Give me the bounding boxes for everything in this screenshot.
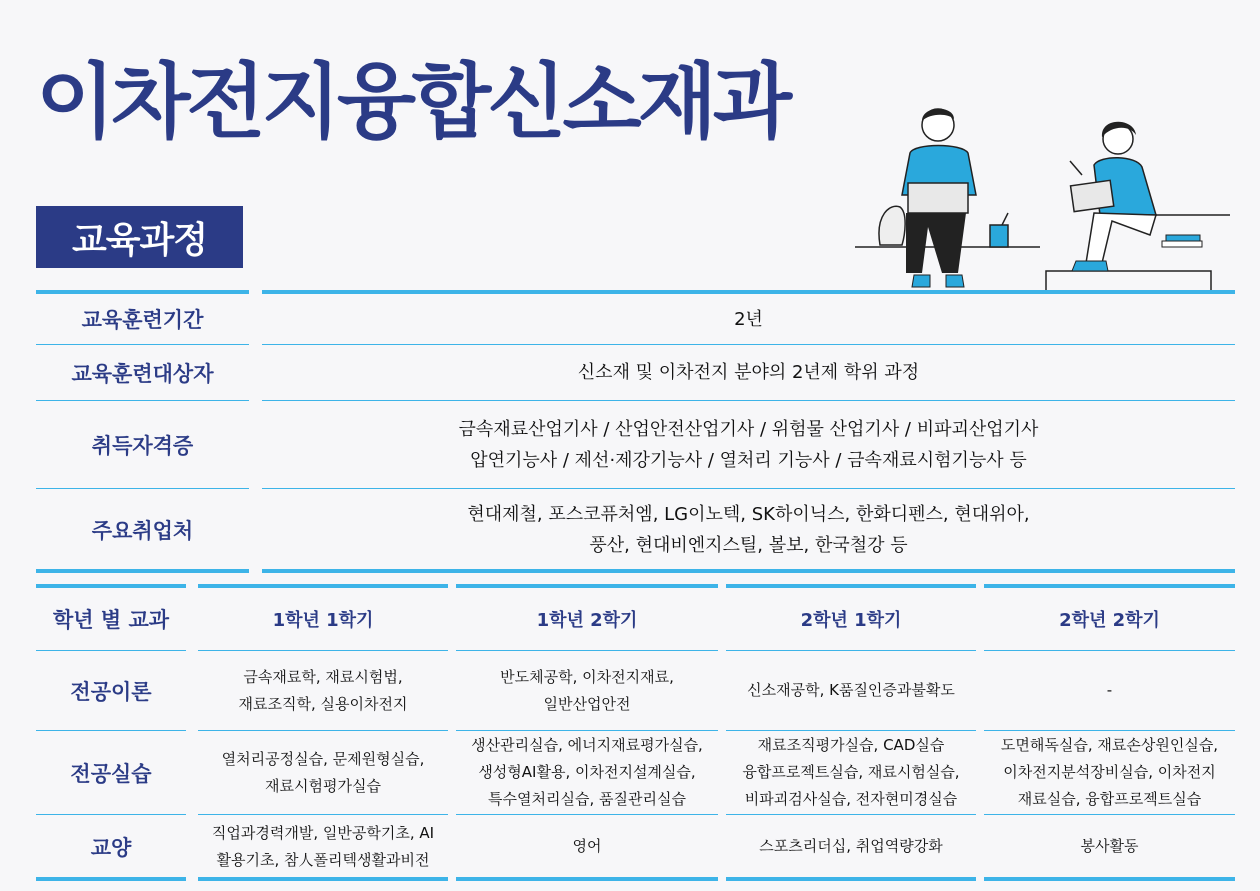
section-badge: 교육과정 [36, 206, 243, 268]
grid-bottom-rule [198, 877, 448, 881]
cell-line: 금속재료학, 재료시험법, [243, 667, 403, 686]
cell-line: 재료조직학, 실용이차전지 [238, 694, 408, 713]
cell-line: 활용기초, 참人폴리텍생활과비전 [216, 850, 430, 869]
label-employers: 주요취업처 [36, 488, 249, 570]
value-line: 현대제철, 포스코퓨처엠, LG이노텍, SK하이닉스, 한화디펜스, 현대위아, [467, 503, 1030, 525]
cell-line: 영어 [572, 837, 602, 855]
cell-line: 스포츠리더십, 취업역량강화 [759, 837, 943, 855]
grid-bottom-rule [36, 877, 186, 881]
curriculum-cell [198, 650, 448, 730]
cell-line: 신소재공학, K품질인증과불확도 [747, 681, 955, 699]
cell-line: 비파괴검사실습, 전자현미경실습 [744, 790, 958, 808]
students-illustration [850, 95, 1240, 295]
value-line: 풍산, 현대비엔지스틸, 볼보, 한국철강 등 [589, 534, 908, 556]
grid-bottom-rule [456, 877, 718, 881]
grid-bottom-rule [726, 877, 976, 881]
curriculum-cell [984, 650, 1235, 730]
grid-bottom-rule [984, 877, 1235, 881]
cell-line: 반도체공학, 이차전지재료, [500, 667, 674, 686]
value-target [262, 344, 1235, 400]
cell-line: 직업과경력개발, 일반공학기초, AI [211, 823, 435, 842]
column-header: 2학년 1학기 [726, 584, 976, 650]
cell-line: 융합프로젝트실습, 재료시험실습, [742, 763, 960, 781]
table-bottom-rule [36, 569, 249, 573]
cell-line: 일반산업안전 [543, 694, 631, 713]
row-label-theory: 전공이론 [36, 650, 186, 730]
cell-line: 열처리공정실습, 문제원형실습, [221, 749, 425, 768]
cell-line: 특수열처리실습, 품질관리실습 [488, 790, 686, 808]
curriculum-cell [456, 814, 718, 878]
column-header: 1학년 1학기 [198, 584, 448, 650]
label-certificates: 취득자격증 [36, 400, 249, 488]
curriculum-cell [456, 650, 718, 730]
curriculum-cell [198, 730, 448, 814]
cell-line: 도면해독실습, 재료손상원인실습, [1000, 736, 1219, 754]
cell-line: 이차전지분석장비실습, 이차전지 [1003, 763, 1216, 781]
label-target: 교육훈련대상자 [36, 344, 249, 400]
curriculum-cell [984, 814, 1235, 878]
curriculum-cell [726, 650, 976, 730]
value-training-period [262, 290, 1235, 344]
value-line: 2년 [734, 308, 763, 330]
value-employers [262, 488, 1235, 570]
value-line: 금속재료산업기사 / 산업안전산업기사 / 위험물 산업기사 / 비파괴산업기사 [458, 418, 1039, 440]
label-training-period: 교육훈련기간 [36, 290, 249, 344]
cell-line: 봉사활동 [1080, 837, 1139, 855]
row-label-general: 교양 [36, 814, 186, 878]
cell-line: 재료조직평가실습, CAD실습 [757, 736, 945, 754]
curriculum-cell [198, 814, 448, 878]
cell-line: 생성형AI활용, 이차전지설계실습, [478, 763, 696, 781]
table-bottom-rule [262, 569, 1235, 573]
value-line: 압연기능사 / 제선·제강기능사 / 열처리 기능사 / 금속재료시험기능사 등 [470, 449, 1027, 471]
value-certificates [262, 400, 1235, 488]
value-line: 신소재 및 이차전지 분야의 2년제 학위 과정 [577, 362, 920, 383]
column-header: 2학년 2학기 [984, 584, 1235, 650]
page-title: 이차전지융합신소재과 [36, 55, 789, 150]
cell-line: 생산관리실습, 에너지재료평가실습, [471, 736, 703, 754]
curriculum-cell [456, 730, 718, 814]
curriculum-corner-label: 학년 별 교과 [36, 584, 186, 650]
cell-line: - [1106, 681, 1113, 699]
curriculum-cell [726, 730, 976, 814]
row-label-practice: 전공실습 [36, 730, 186, 814]
curriculum-cell [984, 730, 1235, 814]
cell-line: 재료실습, 융합프로젝트실습 [1017, 790, 1202, 808]
curriculum-cell [726, 814, 976, 878]
column-header: 1학년 2학기 [456, 584, 718, 650]
cell-line: 재료시험평가실습 [265, 776, 381, 795]
